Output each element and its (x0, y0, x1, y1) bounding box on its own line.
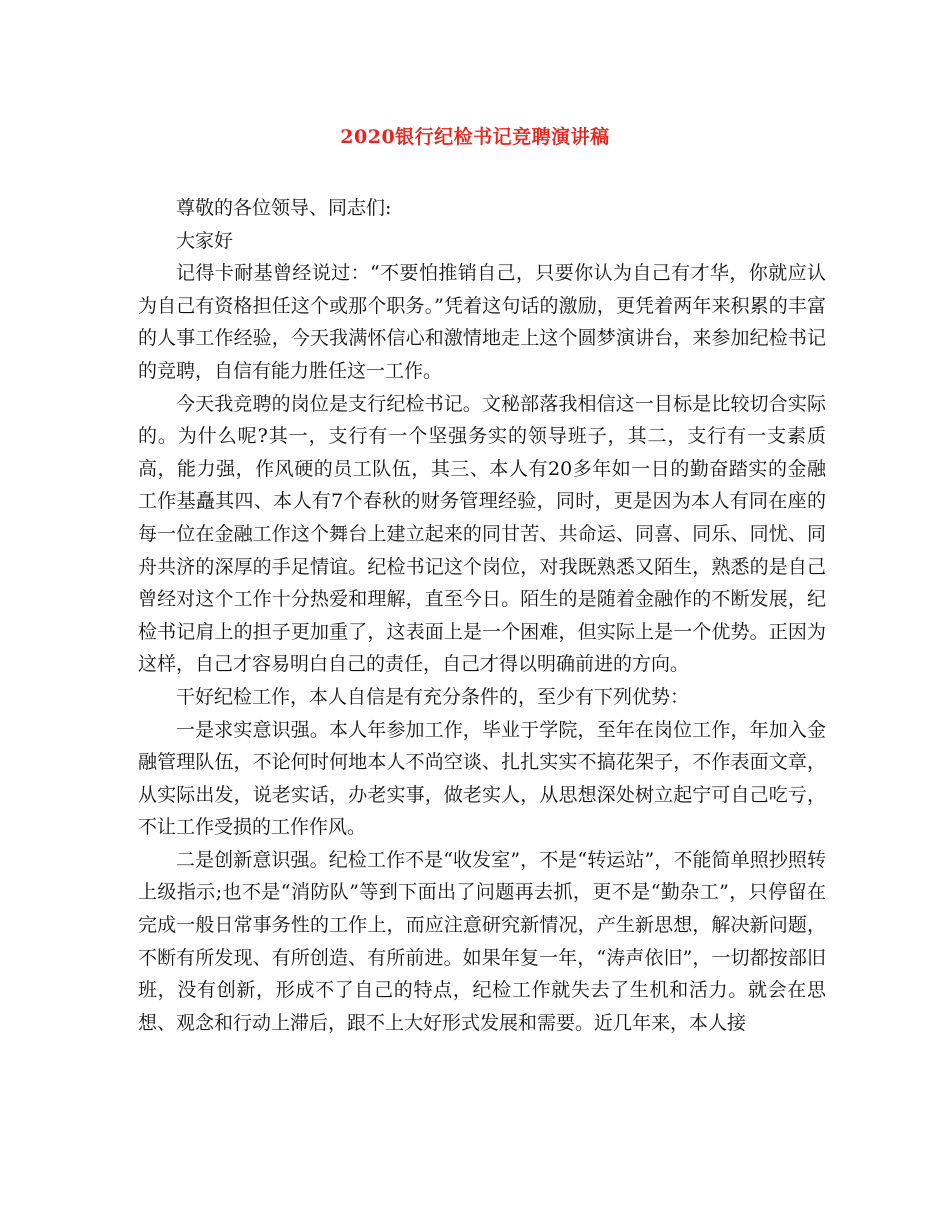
document-body (138, 192, 826, 1039)
paragraph-salutation: 尊敬的各位领导、同志们: (176, 197, 392, 219)
document-title: 2020银行纪检书记竞聘演讲稿 (340, 126, 610, 148)
paragraph-position-goal: 今天我竞聘的岗位是支行纪检书记。文秘部落我相信这一目标是比较切合实际的。为什么呢?其一，支行有一个坚强务实的领导班子，其二，支行有一支素质高，能力强，作风硬的员工队伍，其三、本人有20多年如一日的勤奋踏实的金融工作基矗其四、本人有7个春秋的财务管理经验，同时，更是因为本人有同在座的每一位在金融工作这个舞台上建立起来的同甘苦、共命运、同喜、同乐、同忧、同舟共济的深厚的手足情谊。纪检书记这个岗位，对我既熟悉又陌生，熟悉的是自己曾经对这个工作十分热爱和理解，直至今日。陌生的是随着金融作的不断发展，纪检书记肩上的担子更加重了，这表面上是一个困难，但实际上是一个优势。正因为这样，自己才容易明白自己的责任，自己才得以明确前进的方向。 (138, 392, 826, 676)
paragraph-advantage-innovation: 二是创新意识强。纪检工作不是“收发室”，不是“转运站”，不能简单照抄照转上级指示;也不是“消防队”等到下面出了问题再去抓，更不是“勤杂工”，只停留在完成一般日常事务性的工作上，而应注意研究新情况，产生新思想，解决新问题，不断有所发现、有所创造、有所前进。如果年复一年，“涛声依旧”，一切都按部旧班，没有创新，形成不了自己的特点，纪检工作就失去了生机和活力。就会在思想、观念和行动上滞后，跟不上大好形式发展和需要。近几年来，本人接 (138, 848, 826, 1034)
paragraph-greeting: 大家好 (176, 229, 234, 252)
paragraph-advantage-practical: 一是求实意识强。本人年参加工作，毕业于学院，至年在岗位工作，年加入金融管理队伍，不论何时何地本人不尚空谈、扎扎实实不搞花架子，不作表面文章，从实际出发，说老实话，办老实事，做老实人，从思想深处树立起宁可自己吃亏，不让工作受损的工作作风。 (138, 718, 826, 839)
paragraph-advantages-intro: 干好纪检工作，本人自信是有充分条件的，至少有下列优势： (176, 685, 690, 708)
paragraph-carnegie-quote: 记得卡耐基曾经说过：“不要怕推销自己，只要你认为自己有才华，你就应认为自己有资格担任这个或那个职务。”凭着这句话的激励，更凭着两年来积累的丰富的人事工作经验，今天我满怀信心和激情地走上这个圆梦演讲台，来参加纪检书记的竞聘，自信有能力胜任这一工作。 (138, 262, 826, 382)
